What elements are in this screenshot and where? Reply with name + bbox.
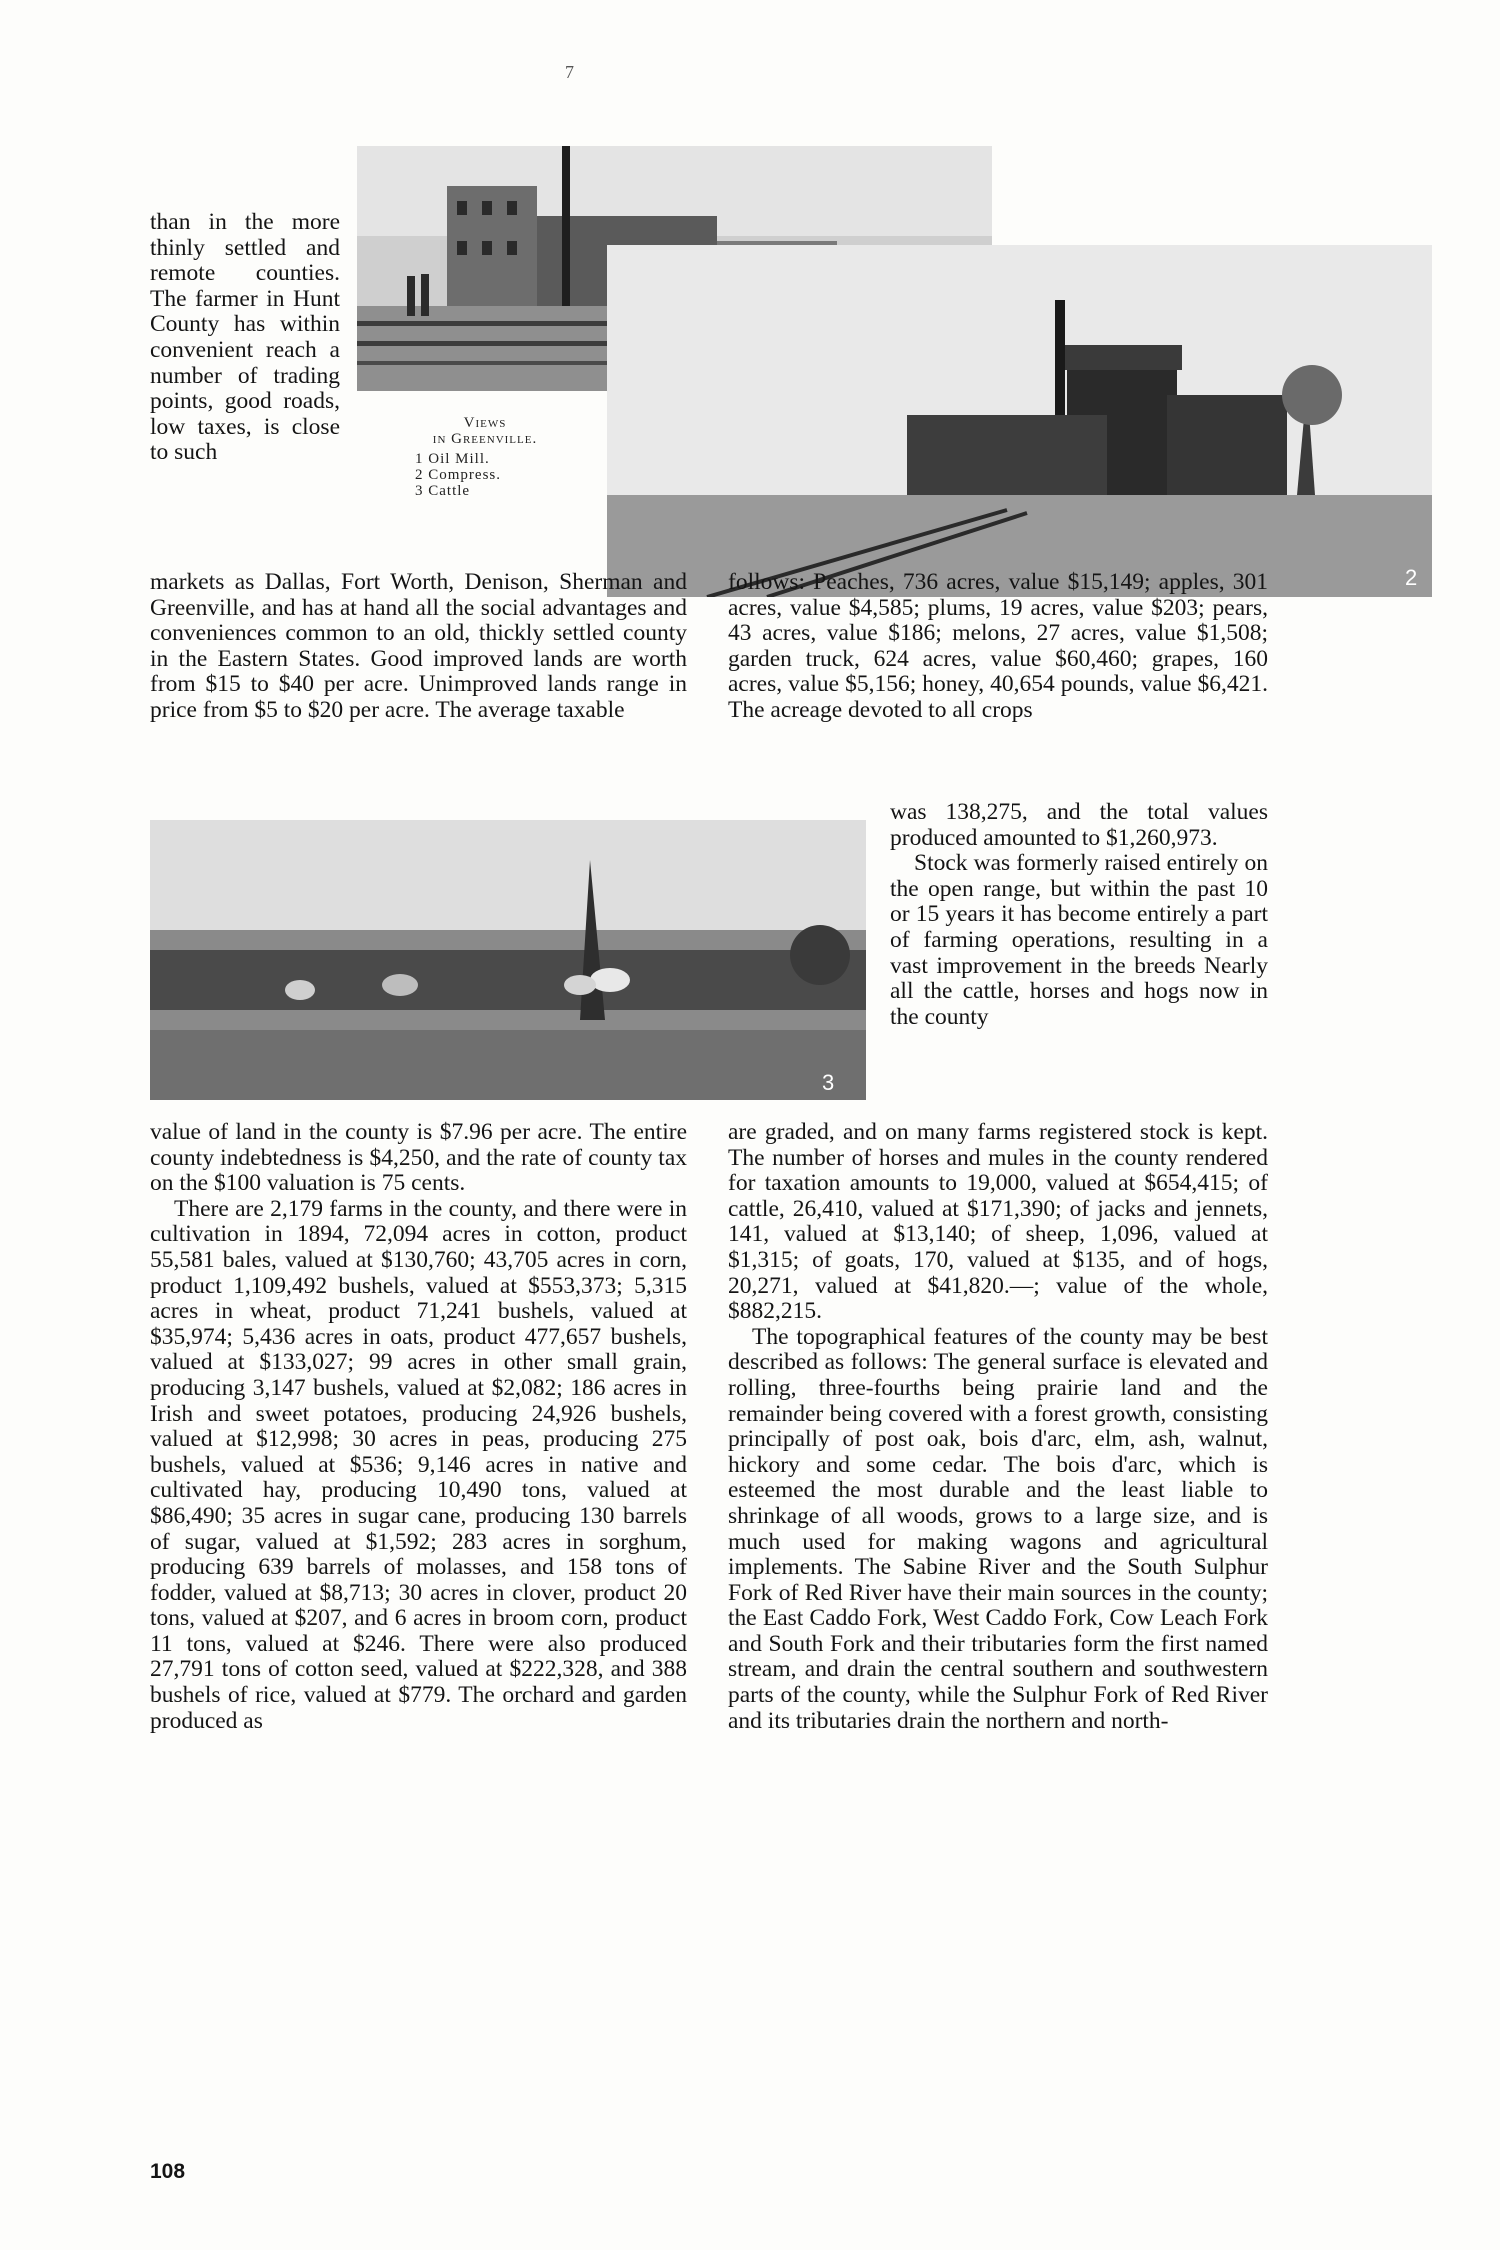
photo-caption	[380, 415, 590, 499]
caption-place: in Greenville.	[432, 431, 538, 447]
caption-item-compress: 2 Compress.	[415, 467, 501, 483]
right-bottom-paragraph-1: are graded, and on many farms registered stock is kept. The number of horses and mules in the county rendered for taxation amounts to 19,000, valued at $654,415; of cattle, 26,410, valued at $171,390; of jacks and jennets, 141, valued at $13,140; of sheep, 1,096, valued at $1,315; of goats, 170, valued at $135, and of hogs, 20,271, valued at $41,820.—; value of the whole, $882,215.	[728, 1119, 1268, 1325]
left-wrap-paragraph: than in the more thinly settled and remote counties. The farmer in Hunt County has within convenient reach a number of trading points, good roads, low taxes, is close to such	[150, 209, 340, 466]
right-narrow-paragraph-1: was 138,275, and the total values produced amounted to $1,260,973.	[890, 799, 1268, 851]
caption-item-oil-mill: 1 Oil Mill.	[415, 451, 490, 467]
right-narrow-paragraph-2: Stock was formerly raised entirely on the open range, but within the past 10 or 15 years it has become entirely a part of farming operations, resulting in a vast improvement in the breeds Nearly all the cattle, horses and hogs now in the county	[890, 850, 1268, 1030]
right-bottom-text	[728, 1120, 1268, 1734]
left-bottom-paragraph-1: value of land in the county is $7.96 per acre. The entire county indebtedness is $4,250, and the rate of county tax on the $100 valuation is 75 cents.	[150, 1119, 687, 1197]
left-bottom-text	[150, 1120, 687, 1734]
compress-photo-number: 2	[1405, 565, 1418, 590]
right-bottom-paragraph-2: The topographical features of the county may be best described as follows: The general surface is elevated and rolling, three-fourths being prairie land and the remainder being covered with a forest growth, consisting principally of post oak, bois d'arc, elm, ash, walnut, hickory and some cedar. The bois d'arc, which is esteemed the most durable and the least liable to shrinkage of all woods, grows to a large size, and is much used for making wagons and agricultural implements. The Sabine River and the South Sulphur Fork of Red River have their main sources in the county; the East Caddo Fork, West Caddo Fork, Cow Leach Fork and South Fork and their tributaries form the first named stream, and drain the central southern and southwestern parts of the county, while the Sulphur Fork of Red River and its tributaries drain the northern and north-	[728, 1323, 1268, 1734]
left-bottom-paragraph-2: There are 2,179 farms in the county, and there were in cultivation in 1894, 72,094 acres in cotton, product 55,581 bales, valued at $130,760; 43,705 acres in corn, product 1,109,492 bushels, valued at $553,373; 5,315 acres in wheat, product 71,241 bushels, valued at $35,974; 5,436 acres in oats, product 477,657 bushels, valued at $133,027; 99 acres in other small grain, producing 3,147 bushels, valued at $2,082; 186 acres in Irish and sweet potatoes, producing 24,926 bushels, valued at $12,998; 30 acres in peas, producing 275 bushels, valued at $536; 9,146 acres in native and cultivated hay, producing 10,490 tons, valued at $86,490; 35 acres in sugar cane, producing 130 barrels of sugar, valued at $1,592; 283 acres in sorghum, producing 639 barrels of molasses, and 158 tons of fodder, valued at $8,713; 30 acres in clover, product 20 tons, valued at $207, and 6 acres in broom corn, product 11 tons, valued at $246. There were also produced 27,791 tons of cotton seed, valued at $222,328, and 388 bushels of rice, valued at $779. The orchard and garden produced as	[150, 1195, 687, 1734]
right-top-paragraph: follows: Peaches, 736 acres, value $15,149; apples, 301 acres, value $4,585; plums, 19 acres, value $203; pears, 43 acres, value $186; melons, 27 acres, value $1,508; garden truck, 624 acres, value $60,460; grapes, 160 acres, value $5,156; honey, 40,654 pounds, value $6,421. The acreage devoted to all crops	[728, 569, 1268, 723]
right-narrow-text	[890, 800, 1268, 1030]
page-top-mark: 7	[565, 62, 574, 82]
cattle-photo-number: 3	[822, 1070, 835, 1095]
caption-item-cattle: 3 Cattle	[415, 483, 471, 499]
cattle-photo	[150, 820, 866, 1100]
left-wrap-text	[150, 210, 340, 466]
right-top-text	[728, 570, 1268, 724]
page-number: 108	[150, 2160, 186, 2183]
left-top-paragraph: markets as Dallas, Fort Worth, Denison, Sherman and Greenville, and has at hand all the social advantages and conveniences common to an old, thickly settled county in the Eastern States. Good improved lands are worth from $15 to $40 per acre. Unimproved lands range in price from $5 to $20 per acre. The average taxable	[150, 569, 687, 723]
caption-heading: Views	[463, 415, 507, 431]
compress-photo	[607, 245, 1432, 597]
left-top-text	[150, 570, 687, 724]
